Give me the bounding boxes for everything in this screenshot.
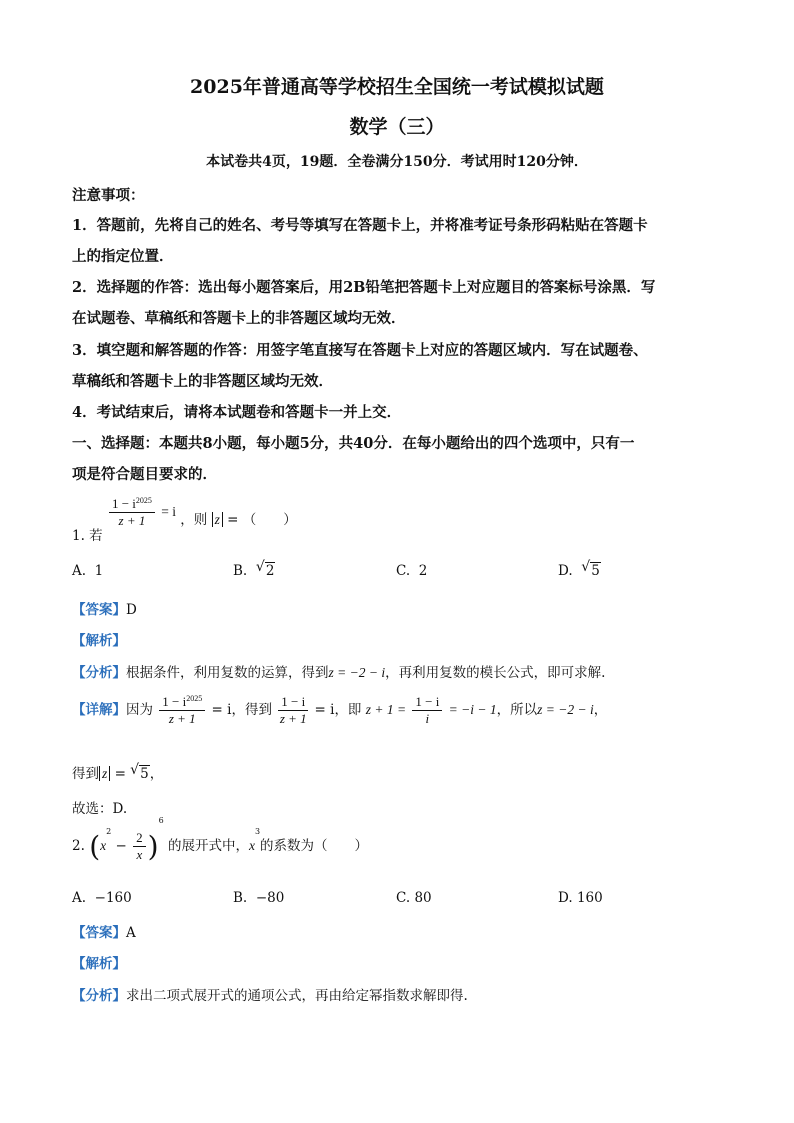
q1-option-d: D. √ 5 [558, 559, 600, 579]
q1-frac-den: z + 1 [118, 513, 146, 528]
q1-frac-exp: 2025 [135, 496, 152, 505]
q2-option-a: A. −160 [72, 890, 132, 906]
q2-fenxi: 【分析】求出二项式展开式的通项公式，再由给定幂指数求解即得. [72, 988, 468, 1004]
q1-eq: = [227, 512, 239, 528]
q2-option-b: B. −80 [233, 890, 285, 906]
q1-blank: （ ） [242, 512, 297, 528]
note-4: 4．考试结束后，请将本试题卷和答题卡一并上交． [72, 404, 402, 421]
page-title: 2025年普通高等学校招生全国统一考试模拟试题 [190, 76, 604, 98]
q2-option-c: C. 80 [396, 890, 432, 906]
note-1-line-1: 1．答题前，先将自己的姓名、考号等填写在答题卡上，并将准考证号条形码粘贴在答题卡 [72, 217, 648, 234]
q2-prefix: 2. [72, 838, 85, 854]
q1-xiangjie: 【详解】因为 $\frac{1 - i^{2025}}{z + 1}$ = i，得到 $\frac{1 - i}{z + 1}$ = i，即 z + 1 = $\frac{1 - i}{i}$ = −i − 1，所以z = −2 − i， [72, 694, 608, 726]
note-1-line-2: 上的指定位置． [72, 248, 174, 265]
page-subtitle: 数学（三） [349, 116, 445, 138]
q1-frac-num: 1 − i [111, 496, 136, 511]
note-3-line-1: 3．填空题和解答题的作答：用签字笔直接写在答题卡上对应的答题区域内．写在试题卷、 [72, 342, 648, 359]
q1-fenxi: 【分析】根据条件，利用复数的运算，得到z = −2 − i，再利用复数的模长公式，即可求解. [72, 665, 606, 681]
notes-heading: 注意事项： [72, 187, 145, 204]
q2-answer: 【答案】A [72, 925, 136, 941]
exam-info: 本试卷共4页，19题．全卷满分150分．考试用时120分钟． [206, 154, 588, 170]
note-3-line-2: 草稿纸和答题卡上的非答题区域均无效． [72, 373, 333, 390]
q2-analysis-tag: 【解析】 [72, 956, 126, 972]
q1-abs-z: z [212, 512, 223, 527]
q1-result: 得到 z = √ 5， [72, 762, 164, 782]
q1-eq-i: = i [161, 504, 176, 519]
q1-fraction [109, 496, 155, 529]
q1-prefix: 1. 若 [72, 528, 103, 544]
q1-option-a: A. 1 [72, 563, 104, 579]
section-1-line-2: 项是符合题目要求的． [72, 466, 217, 483]
q1-then: ，则 [180, 512, 208, 528]
q1-option-c: C. 2 [396, 563, 428, 579]
section-1-line-1: 一、选择题：本题共8小题，每小题5分，共40分．在每小题给出的四个选项中，只有一 [72, 435, 635, 452]
q1-choose: 故选：D. [72, 801, 128, 817]
q2-option-d: D. 160 [558, 890, 603, 906]
note-2-line-2: 在试题卷、草稿纸和答题卡上的非答题区域均无效． [72, 310, 406, 327]
note-2-line-1: 2．选择题的作答：选出每小题答案后，用2B铅笔把答题卡上对应题目的答案标号涂黑．写 [72, 279, 656, 296]
question-1 [72, 496, 297, 544]
q1-option-b: B. √ 2 [233, 559, 275, 579]
q1-analysis-tag: 【解析】 [72, 633, 126, 649]
q1-answer: 【答案】D [72, 602, 137, 618]
question-2: 2. ($x^2$ − $\frac{2}{x}$ )$^6$ 的展开式中，$x^3$的系数为（ ） [72, 816, 369, 863]
